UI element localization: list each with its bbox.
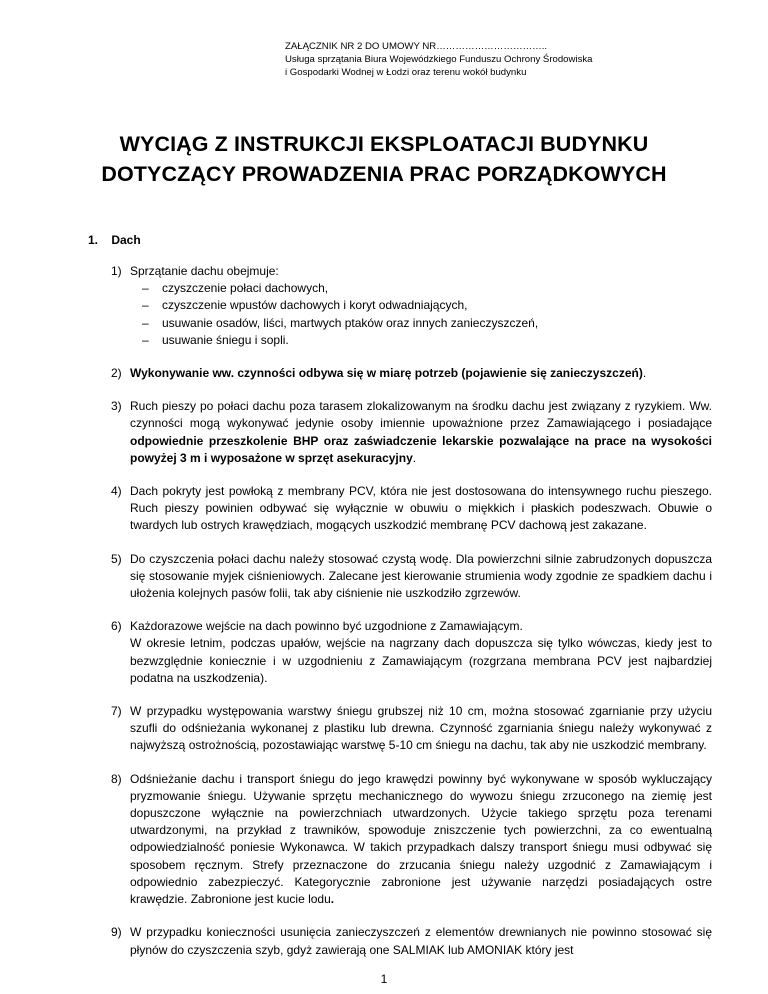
title-line-2: DOTYCZĄCY PROWADZENIA PRAC PORZĄDKOWYCH <box>101 162 667 186</box>
item-number: 4) <box>111 484 122 499</box>
list-item-1 <box>111 263 712 349</box>
list-item-7 <box>111 703 712 755</box>
list-item-9 <box>111 924 712 958</box>
bullet-item: – usuwanie osadów, liści, martwych ptaków oraz innych zanieczyszczeń, <box>130 315 712 332</box>
document-title <box>0 129 768 189</box>
list-item-6 <box>111 618 712 687</box>
title-line-1: WYCIĄG Z INSTRUKCJI EKSPLOATACJI BUDYNKU <box>119 132 649 156</box>
item-number: 5) <box>111 551 122 566</box>
list-item-4 <box>111 483 712 535</box>
list-item-5 <box>111 551 712 603</box>
item-tail: . <box>412 450 417 465</box>
section-title: Dach <box>111 233 141 247</box>
item-first-line: Każdorazowe wejście na dach powinno być uzgodnione z Zamawiającym. <box>130 619 523 634</box>
item-number: 8) <box>111 771 122 786</box>
item-text: Do czyszczenia połaci dachu należy stosować czystą wodę. Dla powierzchni silnie zabrudzonych dopuszcza się stosowanie myjek ciśnieniowych. Zalecane jest kierowanie strumienia wody zgodnie ze spadkiem dachu i ułożenia kolejnych pasów folii, tak aby ciśnienie nie uszkodziło zgrzewów. <box>130 551 712 601</box>
item-number: 9) <box>111 925 122 940</box>
bullet-list <box>130 280 712 349</box>
header-line-1: ZAŁĄCZNIK NR 2 DO UMOWY NR…………………………….. <box>285 41 548 52</box>
item-number: 1) <box>111 264 122 278</box>
item-tail: . <box>642 366 647 381</box>
item-list <box>111 263 712 975</box>
header-line-2: Usługa sprzątania Biura Wojewódzkiego Funduszu Ochrony Środowiska <box>285 54 593 65</box>
item-tail: . <box>330 892 335 907</box>
item-text <box>130 365 712 382</box>
bullet-item: – czyszczenie wpustów dachowych i koryt odwadniających, <box>130 297 712 314</box>
header-line-3: i Gospodarki Wodnej w Łodzi oraz terenu wokół budynku <box>285 67 527 78</box>
item-number: 7) <box>111 704 122 719</box>
bullet-item: – usuwanie śniegu i sopli. <box>130 332 712 349</box>
list-item-3 <box>111 398 712 467</box>
item-intro: Sprzątanie dachu obejmuje: <box>130 264 279 278</box>
item-text <box>130 398 712 467</box>
bullet-item: – czyszczenie połaci dachowych, <box>130 280 712 297</box>
item-text: W okresie letnim, podczas upałów, wejście na nagrzany dach dopuszcza się tylko wówczas, kiedy jest to bezwzględnie koniecznie i w uzgodnieniu z Zamawiającym (rozgrzana membrana PCV jest najbardziej podatna na uszkodzenia). <box>130 636 712 685</box>
list-item-8 <box>111 771 712 909</box>
item-body: Odśnieżanie dachu i transport śniegu do jego krawędzi powinny być wykonywane w sposób wykluczający pryzmowanie śniegu. Używanie sprzętu mechanicznego do wywozu śniegu zrzuconego na ziemię jest dopuszczone wyłącznie na powierzchniach utwardzonych. Użycie takiego sprzętu poza terenami utwardzonymi, na przykład z trawników, spowoduje zniszczenie tych powierzchni, za co ewentualną odpowiedzialność poniesie Wykonawca. W takich przypadkach dalszy transport śniegu musi odbywać się sposobem ręcznym. Strefy przeznaczone do zrzucania śniegu należy uzgodnić z Zamawiającym i odpowiednio zabezpieczyć. Kategorycznie zabronione jest używanie narzędzi posiadających ostre krawędzie. Zabronione jest kucie lodu <box>130 771 712 907</box>
bold-text: Wykonywanie ww. czynności odbywa się w miarę potrzeb (pojawienie się zanieczyszczeń) <box>130 366 643 381</box>
list-item-2 <box>111 365 712 382</box>
section-number: 1. <box>88 233 99 247</box>
item-text: W przypadku występowania warstwy śniegu grubszej niż 10 cm, można stosować zgarnianie przy użyciu szufli do odśnieżania wykonanej z plastiku lub drewna. Czynność zgarniania śniegu należy wykonywać z najwyższą ostrożnością, pozostawiając warstwę 5-10 cm śniegu na dachu, tak aby nie uszkodzić membrany. <box>130 704 712 753</box>
bold-text: odpowiednie przeszkolenie BHP oraz zaświadczenie lekarskie pozwalające na prace na wysokości powyżej 3 m i wyposażone w sprzęt asekuracyjny <box>130 433 712 465</box>
item-body: Ruch pieszy po połaci dachu poza tarasem zlokalizowanym na środku dachu jest związany z ryzykiem. Ww. czynności mogą wykonywać jedynie osoby imiennie upoważnione przez Zamawiającego i posiadające <box>130 399 712 431</box>
document-header <box>285 40 593 79</box>
item-text: W przypadku konieczności usunięcia zanieczyszczeń z elementów drewnianych nie powinno stosować się płynów do czyszczenia szyb, gdyż zawierają one SALMIAK lub AMONIAK który jest <box>130 925 712 957</box>
item-text <box>130 771 712 909</box>
page-number: 1 <box>380 972 388 986</box>
item-number: 6) <box>111 619 122 634</box>
item-number: 3) <box>111 399 122 414</box>
item-text: Dach pokryty jest powłoką z membrany PCV, która nie jest dostosowana do intensywnego ruchu pieszego. Ruch pieszy powinien odbywać się wyłącznie w obuwiu o miękkich i płaskich podeszwach. Obuwie o twardych lub ostrych krawędziach, mogących uszkodzić membranę PCV dachową jest zakazane. <box>130 484 712 533</box>
item-number: 2) <box>111 366 122 381</box>
section-heading <box>88 233 141 247</box>
